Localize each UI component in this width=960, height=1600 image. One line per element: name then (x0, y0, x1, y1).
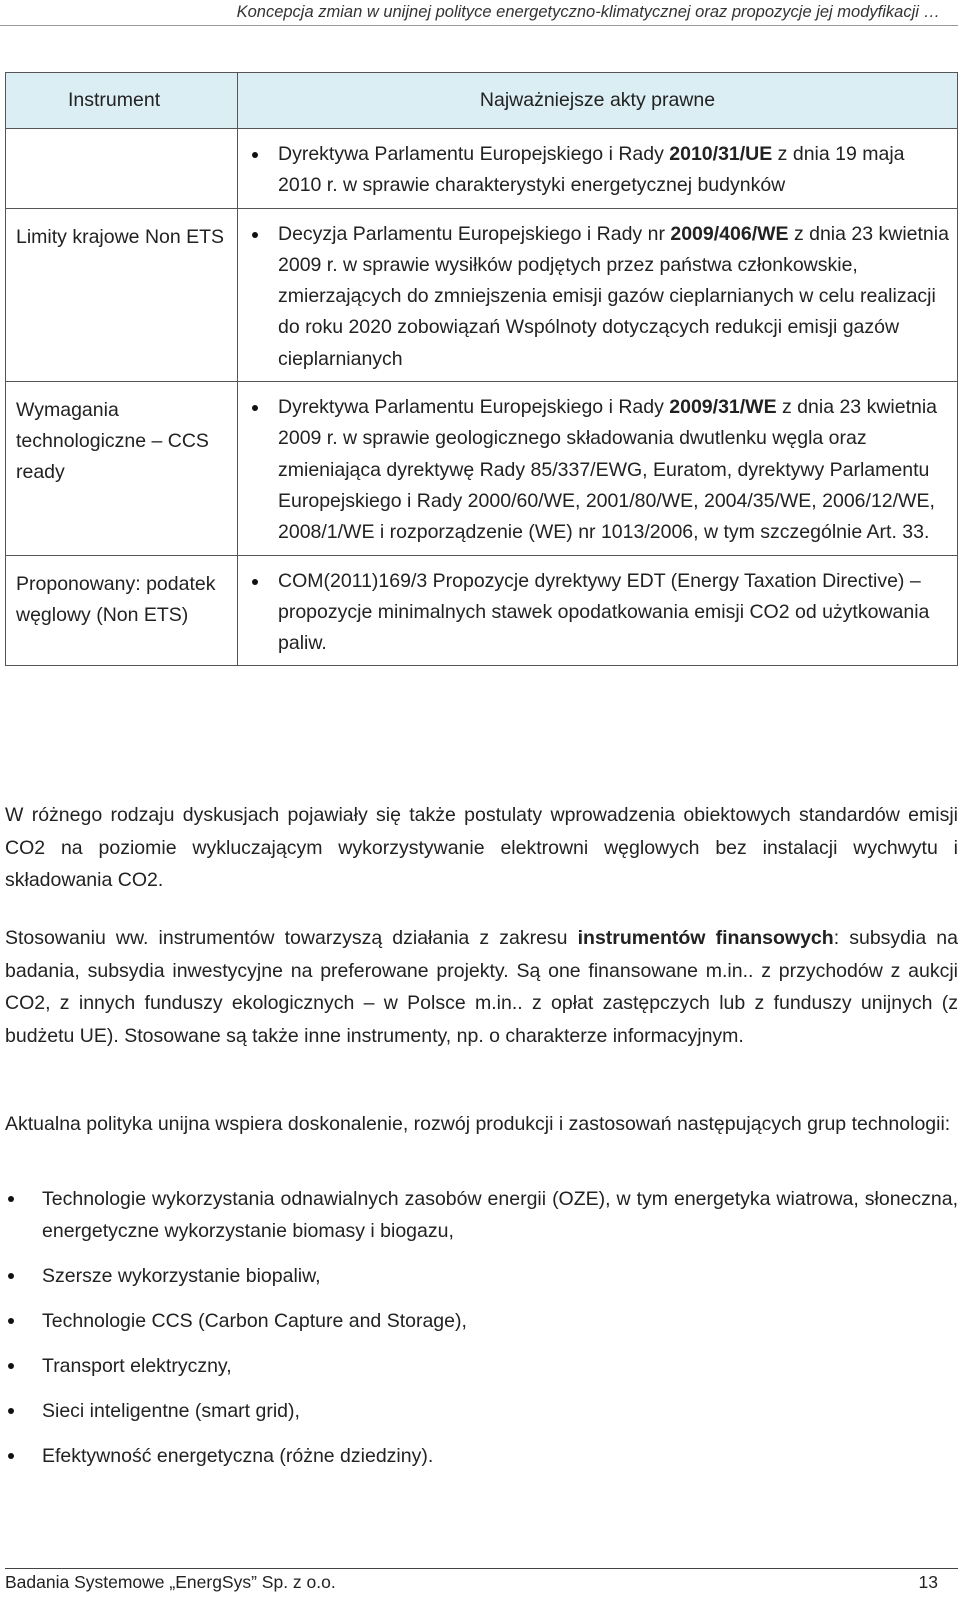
act-text: z dnia 23 kwietnia 2009 r. w sprawie geologicznego składowania dwutlenku węgla oraz zmieniająca dyrektywę Rady 85/337/EWG, Euratom, dyrektywy Parlamentu Europejskiego i Rady 2000/60/WE, 2001/80/WE, 2004/35/WE, 2006/12/WE, 2008/1/WE i rozporządzenie (WE) nr 1013/2006, w tym szczególnie Art. 33. (278, 396, 938, 544)
table-row (6, 208, 958, 381)
instrument-cell: Proponowany: podatek węglowy (Non ETS) (6, 555, 238, 666)
list-item: Szersze wykorzystanie biopaliw, (5, 1260, 958, 1292)
paragraph-emission-standards: W różnego rodzaju dyskusjach pojawiały się także postulaty wprowadzenia obiektowych standardów emisji CO2 na poziomie wykluczającym wykorzystywanie elektrowni węglowych bez instalacji wychwytu i składowania CO2. (5, 804, 958, 891)
paragraph-text: Stosowaniu ww. instrumentów towarzyszą działania z zakresu (5, 927, 578, 949)
paragraph-emphasis: instrumentów finansowych (577, 927, 834, 949)
table-row (6, 555, 958, 666)
header-divider (0, 25, 958, 26)
paragraph-financial-instruments (5, 922, 958, 1052)
legal-act-item (278, 139, 949, 202)
paragraph-text: : subsydia na badania, subsydia inwestycyjne na preferowane projekty. Są one finansowane m.in.. z przychodów z aukcji CO2, z innych funduszy ekologicznych – w Polsce m.in.. z opłat zastępczych lub z funduszy unijnych (z budżetu UE). Stosowane są także inne instrumenty, np. o charakterze informacyjnym. (5, 927, 958, 1047)
instrument-cell (6, 129, 238, 209)
list-item: Efektywność energetyczna (różne dziedziny). (5, 1440, 958, 1472)
footer-divider (5, 1568, 958, 1569)
page-number: 13 (918, 1572, 938, 1592)
legal-act-cell (238, 129, 958, 209)
column-header-acts: Najważniejsze akty prawne (238, 73, 958, 129)
act-number: 2009/31/WE (669, 396, 777, 419)
column-header-instrument: Instrument (6, 73, 238, 129)
act-number: 2009/406/WE (670, 222, 789, 245)
legal-acts-table (5, 72, 958, 666)
running-header: Koncepcja zmian w unijnej polityce energetyczno-klimatycznej oraz propozycje jej modyfikacji … (236, 3, 940, 21)
table-row (6, 382, 958, 555)
act-number: 2010/31/UE (669, 143, 773, 165)
list-item: Sieci inteligentne (smart grid), (5, 1395, 958, 1427)
legal-act-item (278, 219, 949, 375)
legal-act-item (278, 392, 949, 548)
instrument-cell: Limity krajowe Non ETS (6, 208, 238, 381)
act-text: Dyrektywa Parlamentu Europejskiego i Rady (278, 143, 670, 165)
act-text: z dnia 19 maja 2010 r. w sprawie charakterystyki energetycznej budynków (278, 143, 905, 197)
act-text: Dyrektywa Parlamentu Europejskiego i Rady (278, 396, 670, 419)
list-item: Technologie CCS (Carbon Capture and Storage), (5, 1305, 958, 1337)
table-header-row (6, 73, 958, 129)
instrument-cell: Wymagania technologiczne – CCS ready (6, 382, 238, 555)
table-row (6, 129, 958, 209)
legal-act-cell (238, 382, 958, 555)
act-text: Decyzja Parlamentu Europejskiego i Rady nr (278, 222, 671, 245)
legal-act-cell (238, 555, 958, 666)
act-text: z dnia 23 kwietnia 2009 r. w sprawie wysiłków podjętych przez państwa członkowskie, zmierzających do zmniejszenia emisji gazów cieplarnianych w celu realizacji do roku 2020 zobowiązań Wspólnoty dotyczących redukcji emisji gazów cieplarnianych (278, 222, 949, 370)
technology-list (5, 1183, 958, 1485)
legal-act-item: COM(2011)169/3 Propozycje dyrektywy EDT (Energy Taxation Directive) – propozycje minimalnych stawek opodatkowania emisji CO2 od użytkowania paliw. (278, 566, 949, 660)
footer-company: Badania Systemowe „EnergSys” Sp. z o.o. (5, 1572, 336, 1592)
list-item: Technologie wykorzystania odnawialnych zasobów energii (OZE), w tym energetyka wiatrowa, słoneczna, energetyczne wykorzystanie biomasy i biogazu, (5, 1183, 958, 1247)
paragraph-technology-intro: Aktualna polityka unijna wspiera doskonalenie, rozwój produkcji i zastosowań następujących grup technologii: (5, 1113, 951, 1135)
list-item: Transport elektryczny, (5, 1350, 958, 1382)
legal-act-cell (238, 208, 958, 381)
